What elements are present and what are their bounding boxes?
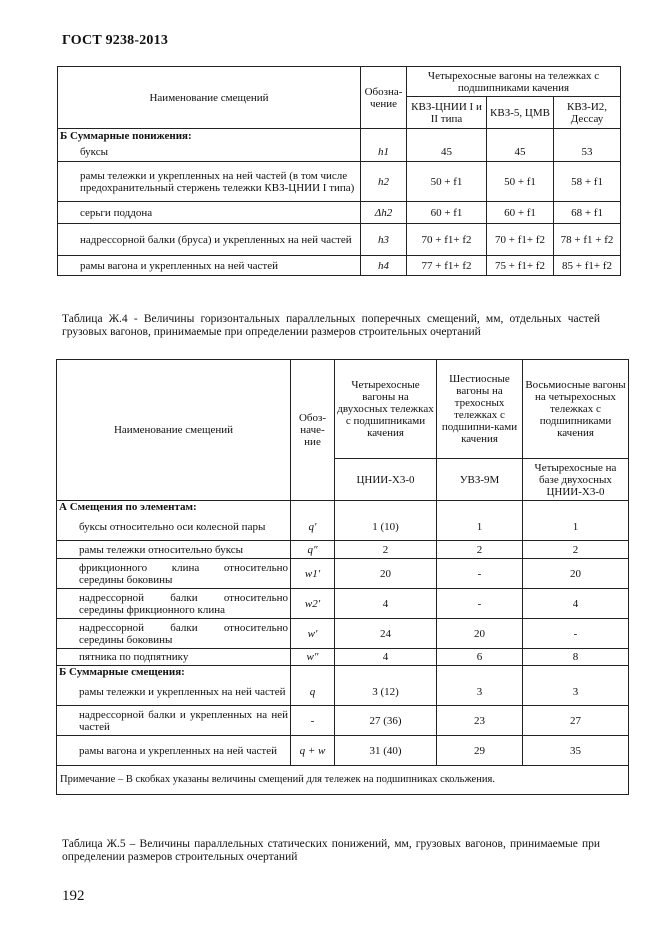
table-caption: Таблица Ж.5 – Величины параллельных статических понижений, мм, грузовых вагонов, принимаемые при определении размеров строительных очертаний [62,838,600,863]
row-name: пятника по подпятнику [57,649,291,666]
table-row [57,514,629,541]
cell: 58 + f1 [554,162,621,202]
cell: 70 + f1+ f2 [487,224,554,256]
cell: 60 + f1 [407,202,487,224]
row-symbol: w2′ [291,589,335,619]
cell: 1 (10) [335,514,437,541]
cell: 2 [523,541,629,559]
row-symbol: h2 [361,162,407,202]
cell: 4 [523,589,629,619]
cell: 2 [335,541,437,559]
cell: 4 [335,649,437,666]
cell: 53 [554,144,621,162]
section-title: А Смещения по элементам: [57,501,291,514]
row-symbol: w1′ [291,559,335,589]
row-symbol: Δh2 [361,202,407,224]
col-sub-header: КВЗ-И2, Дессау [554,97,621,129]
cell: 75 + f1+ f2 [487,256,554,276]
cell: 1 [523,514,629,541]
cell: 2 [437,541,523,559]
row-symbol: h3 [361,224,407,256]
cell: 60 + f1 [487,202,554,224]
cell: 3 (12) [335,679,437,706]
row-name: буксы [58,144,361,162]
cell: 24 [335,619,437,649]
row-symbol: q + w [291,736,335,766]
col-sym-header: Обозна-чение [361,67,407,129]
cell: 27 [523,706,629,736]
cell: 1 [437,514,523,541]
col-sub-header: КВЗ-5, ЦМВ [487,97,554,129]
cell: 50 + f1 [487,162,554,202]
cell: 45 [407,144,487,162]
table-horizontal-displacements [56,359,629,795]
cell: 23 [437,706,523,736]
table-row [57,559,629,589]
cell: 78 + f1 + f2 [554,224,621,256]
row-name: рамы вагона и укрепленных на ней частей [57,736,291,766]
table-row [58,162,621,202]
table-row [57,541,629,559]
row-symbol: q′ [291,514,335,541]
table-note: Примечание – В скобках указаны величины смещений для тележек на подшипниках скольжения. [57,766,629,795]
table-vertical-displacements [57,66,621,276]
col-name-header: Наименование смещений [57,360,291,501]
cell: - [437,559,523,589]
cell: 35 [523,736,629,766]
cell: 20 [523,559,629,589]
cell: 45 [487,144,554,162]
row-name: надрессорной балки (бруса) и укрепленных на ней частей [58,224,361,256]
row-symbol: - [291,706,335,736]
cell: 50 + f1 [407,162,487,202]
table-row [58,224,621,256]
col-sub-header: УВЗ-9М [437,459,523,501]
section-title: Б Суммарные понижения: [58,129,361,144]
cell: 3 [523,679,629,706]
cell: 29 [437,736,523,766]
cell: 6 [437,649,523,666]
cell: - [523,619,629,649]
col-name-header: Наименование смещений [58,67,361,129]
row-name: надрессорной балки относительно середины фрикционного клина [57,589,291,619]
col-sub-header: Четырехосные на базе двухосных ЦНИИ-Х3-0 [523,459,629,501]
cell: 4 [335,589,437,619]
row-name: рамы тележки и укрепленных на ней частей (в том числе предохранительный стержень тележки КВЗ-ЦНИИ I типа) [58,162,361,202]
cell: 77 + f1+ f2 [407,256,487,276]
col-header: Восьмиосные вагоны на четырехосных тележках с подшипниками качения [523,360,629,459]
section-title: Б Суммарные смещения: [57,666,291,679]
col-header: Шестиосные вагоны на трехосных тележках с подшипни-ками качения [437,360,523,459]
row-symbol: w″ [291,649,335,666]
document-header: ГОСТ 9238-2013 [62,33,169,48]
row-name: надрессорной балки относительно середины боковины [57,619,291,649]
table-row [58,144,621,162]
row-name: буксы относительно оси колесной пары [57,514,291,541]
row-name: серьги поддона [58,202,361,224]
row-symbol: h4 [361,256,407,276]
row-name: надрессорной балки и укрепленных на ней частей [57,706,291,736]
table-row [57,619,629,649]
row-name: рамы тележки и укрепленных на ней частей [57,679,291,706]
table-row [57,649,629,666]
cell: 31 (40) [335,736,437,766]
row-symbol: w′ [291,619,335,649]
table-row [57,706,629,736]
cell: - [437,589,523,619]
cell: 3 [437,679,523,706]
col-sub-header: ЦНИИ-Х3-0 [335,459,437,501]
row-symbol: h1 [361,144,407,162]
row-name: рамы вагона и укрепленных на ней частей [58,256,361,276]
row-symbol: q″ [291,541,335,559]
table-caption: Таблица Ж.4 - Величины горизонтальных параллельных поперечных смещений, мм, отдельных частей грузовых вагонов, принимаемые при определении размеров строительных очертаний [62,313,600,338]
row-symbol: q [291,679,335,706]
col-header: Четырехосные вагоны на двухосных тележках с подшипниками качения [335,360,437,459]
cell: 20 [335,559,437,589]
row-name: фрикционного клина относительно середины боковины [57,559,291,589]
page-number: 192 [62,888,85,904]
cell: 20 [437,619,523,649]
table-row [57,736,629,766]
table-row [57,589,629,619]
cell: 70 + f1+ f2 [407,224,487,256]
col-sub-header: КВЗ-ЦНИИ I и II типа [407,97,487,129]
cell: 85 + f1+ f2 [554,256,621,276]
table-row [57,679,629,706]
table-row [58,256,621,276]
table-row [58,202,621,224]
col-sym-header: Обоз-наче-ние [291,360,335,501]
cell: 68 + f1 [554,202,621,224]
row-name: рамы тележки относительно буксы [57,541,291,559]
cell: 8 [523,649,629,666]
cell: 27 (36) [335,706,437,736]
col-group-header: Четырехосные вагоны на тележках с подшипниками качения [407,67,621,97]
